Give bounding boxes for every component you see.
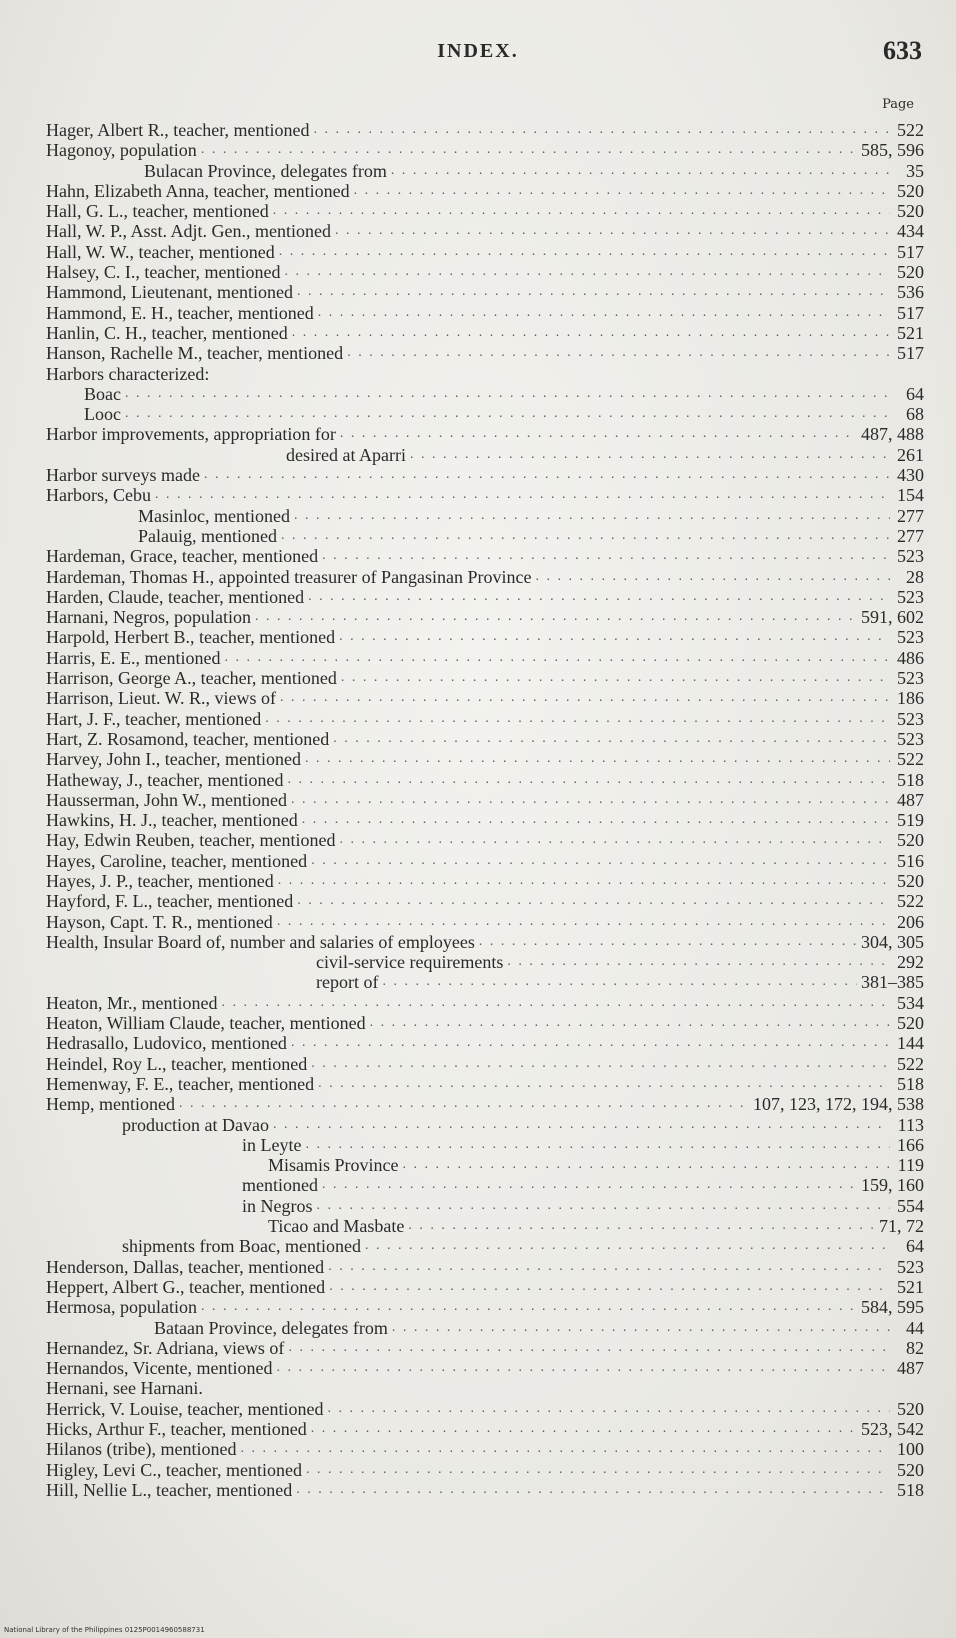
- index-entry: [46, 485, 924, 505]
- leader-dots: [288, 1338, 890, 1358]
- entry-text: Harbors characterized:: [46, 363, 210, 384]
- entry-text: Hayford, F. L., teacher, mentioned: [46, 891, 294, 912]
- index-entry: [46, 932, 924, 952]
- entry-text: Harbor improvements, appropriation for: [46, 424, 336, 445]
- index-entry: [46, 1216, 924, 1236]
- index-entry: [46, 506, 924, 526]
- entry-text: Harnani, Negros, population: [46, 607, 251, 628]
- leader-dots: [296, 1480, 890, 1500]
- entry-text: report of: [316, 972, 379, 993]
- entry-page-ref: 277: [897, 505, 924, 526]
- index-entry: [46, 952, 924, 972]
- entry-page-ref: 159, 160: [861, 1175, 924, 1196]
- index-entry: [46, 1196, 924, 1216]
- entry-text: Harrison, Lieut. W. R., views of: [46, 688, 276, 709]
- leader-dots: [403, 1155, 891, 1175]
- entry-page-ref: 82: [906, 1337, 924, 1358]
- entry-text: Hatheway, J., teacher, mentioned: [46, 769, 284, 790]
- entry-text: Hager, Albert R., teacher, mentioned: [46, 120, 310, 140]
- entry-page-ref: 381–385: [861, 972, 924, 993]
- entry-text: Hart, J. F., teacher, mentioned: [46, 708, 262, 729]
- leader-dots: [294, 506, 890, 526]
- index-entry: [46, 1094, 924, 1114]
- leader-dots: [297, 282, 890, 302]
- entry-text: Hedrasallo, Ludovico, mentioned: [46, 1033, 287, 1054]
- entry-text: mentioned: [242, 1175, 318, 1196]
- leader-dots: [125, 384, 890, 404]
- entry-text: Hanlin, C. H., teacher, mentioned: [46, 322, 288, 343]
- entry-page-ref: 518: [897, 1073, 924, 1094]
- leader-dots: [273, 201, 890, 221]
- index-entry: [46, 1074, 924, 1094]
- page-number: 633: [883, 36, 922, 65]
- entry-page-ref: 487: [897, 789, 924, 810]
- index-entry: [46, 912, 924, 932]
- leader-dots: [311, 851, 890, 871]
- leader-dots: [391, 161, 890, 181]
- entry-text: Bulacan Province, delegates from: [144, 160, 387, 181]
- index-entry: [46, 810, 924, 830]
- entry-text: Hall, W. P., Asst. Adjt. Gen., mentioned: [46, 221, 332, 242]
- entry-page-ref: 520: [897, 1398, 924, 1419]
- index-entry: [46, 282, 924, 302]
- entry-text: Heaton, William Claude, teacher, mentioned: [46, 1013, 366, 1034]
- index-entry: [46, 1054, 924, 1074]
- entry-text: Harvey, John I., teacher, mentioned: [46, 749, 302, 770]
- leader-dots: [292, 323, 890, 343]
- leader-dots: [297, 891, 890, 911]
- index-entry: [46, 790, 924, 810]
- leader-dots: [201, 140, 857, 160]
- entry-page-ref: 520: [897, 870, 924, 891]
- index-entry: [46, 729, 924, 749]
- leader-dots: [313, 120, 890, 140]
- entry-page-ref: 517: [897, 241, 924, 262]
- leader-dots: [306, 1460, 890, 1480]
- leader-dots: [322, 1175, 857, 1195]
- leader-dots: [382, 972, 857, 992]
- entry-page-ref: 517: [897, 343, 924, 364]
- index-entry: [46, 1358, 924, 1378]
- entry-text: Hart, Z. Rosamond, teacher, mentioned: [46, 728, 330, 749]
- leader-dots: [125, 404, 890, 424]
- index-entry: [46, 709, 924, 729]
- entry-text: Hawkins, H. J., teacher, mentioned: [46, 810, 298, 831]
- index-entry: [46, 364, 924, 384]
- entry-page-ref: 144: [897, 1033, 924, 1054]
- entry-page-ref: 585, 596: [861, 140, 924, 161]
- index-entry: [46, 1135, 924, 1155]
- index-entry: [46, 303, 924, 323]
- leader-dots: [370, 1013, 890, 1033]
- leader-dots: [288, 770, 890, 790]
- entry-text: Hanson, Rachelle M., teacher, mentioned: [46, 343, 344, 364]
- leader-dots: [333, 729, 890, 749]
- entry-text: Hill, Nellie L., teacher, mentioned: [46, 1479, 293, 1500]
- index-entry: [46, 648, 924, 668]
- leader-dots: [410, 445, 890, 465]
- index-entry: [46, 770, 924, 790]
- index-entry: [46, 465, 924, 485]
- leader-dots: [392, 1318, 890, 1338]
- index-entry: [46, 1115, 924, 1135]
- entry-page-ref: 523: [897, 627, 924, 648]
- entry-page-ref: 113: [897, 1114, 924, 1135]
- index-entry: [46, 445, 924, 465]
- leader-dots: [280, 688, 890, 708]
- entry-page-ref: 486: [897, 647, 924, 668]
- leader-dots: [322, 546, 890, 566]
- index-entry: [46, 201, 924, 221]
- index-entry: [46, 1257, 924, 1277]
- index-entry: [46, 1480, 924, 1500]
- entry-page-ref: 521: [897, 322, 924, 343]
- entry-text: Ticao and Masbate: [268, 1216, 405, 1237]
- entry-page-ref: 536: [897, 282, 924, 303]
- index-entry: [46, 1236, 924, 1256]
- index-entry: [46, 627, 924, 647]
- leader-dots: [278, 871, 890, 891]
- entry-page-ref: 518: [897, 769, 924, 790]
- entry-page-ref: 100: [897, 1439, 924, 1460]
- entry-page-ref: 520: [897, 1013, 924, 1034]
- leader-dots: [341, 668, 890, 688]
- entry-text: Misamis Province: [268, 1155, 399, 1176]
- entry-page-ref: 71, 72: [879, 1216, 924, 1237]
- entry-text: Heindel, Roy L., teacher, mentioned: [46, 1053, 308, 1074]
- leader-dots: [507, 952, 890, 972]
- entry-text: Hahn, Elizabeth Anna, teacher, mentioned: [46, 180, 350, 201]
- entry-page-ref: 523: [897, 728, 924, 749]
- index-entry: [46, 688, 924, 708]
- entry-page-ref: 523: [897, 546, 924, 567]
- entry-page-ref: 434: [897, 221, 924, 242]
- index-entry: [46, 1277, 924, 1297]
- entry-page-ref: 523: [897, 1256, 924, 1277]
- entry-text: Heaton, Mr., mentioned: [46, 992, 218, 1013]
- index-entry: [46, 404, 924, 424]
- leader-dots: [308, 587, 890, 607]
- index-entry: [46, 526, 924, 546]
- index-entry: [46, 140, 924, 160]
- entry-page-ref: 186: [897, 688, 924, 709]
- entry-page-ref: 520: [897, 1459, 924, 1480]
- leader-dots: [339, 627, 890, 647]
- entry-text: Hemenway, F. E., teacher, mentioned: [46, 1073, 315, 1094]
- entry-text: Hall, G. L., teacher, mentioned: [46, 201, 269, 222]
- leader-dots: [347, 343, 890, 363]
- index-entry: [46, 323, 924, 343]
- entry-text: Hernandos, Vicente, mentioned: [46, 1358, 273, 1379]
- entry-page-ref: 523: [897, 586, 924, 607]
- entry-text: Hayes, Caroline, teacher, mentioned: [46, 850, 308, 871]
- leader-dots: [179, 1094, 749, 1114]
- entry-text: civil-service requirements: [316, 952, 504, 973]
- leader-dots: [479, 932, 857, 952]
- leader-dots: [536, 567, 890, 587]
- entry-page-ref: 584, 595: [861, 1297, 924, 1318]
- leader-dots: [240, 1439, 890, 1459]
- entry-text: Hayes, J. P., teacher, mentioned: [46, 870, 274, 891]
- entry-text: Hausserman, John W., mentioned: [46, 789, 287, 810]
- entry-page-ref: 554: [897, 1195, 924, 1216]
- entry-text: in Negros: [242, 1195, 313, 1216]
- leader-dots: [328, 1399, 890, 1419]
- entry-text: Halsey, C. I., teacher, mentioned: [46, 262, 281, 283]
- index-entry: [46, 1155, 924, 1175]
- entry-page-ref: 591, 602: [861, 607, 924, 628]
- entry-text: Hagonoy, population: [46, 140, 197, 161]
- entry-text: Harbor surveys made: [46, 465, 200, 486]
- entry-text: Hernani, see Harnani.: [46, 1378, 203, 1399]
- entry-page-ref: 519: [897, 810, 924, 831]
- index-entry: [46, 871, 924, 891]
- entry-text: Hilanos (tribe), mentioned: [46, 1439, 237, 1460]
- leader-dots: [291, 1033, 890, 1053]
- leader-dots: [305, 1135, 890, 1155]
- entry-page-ref: 154: [897, 485, 924, 506]
- entry-text: Higley, Levi C., teacher, mentioned: [46, 1459, 303, 1480]
- index-entry: [46, 587, 924, 607]
- entry-text: Hammond, E. H., teacher, mentioned: [46, 302, 314, 323]
- index-entry: [46, 607, 924, 627]
- index-entry: [46, 1175, 924, 1195]
- entry-page-ref: 28: [906, 566, 924, 587]
- entry-page-ref: 520: [897, 180, 924, 201]
- entry-page-ref: 261: [897, 444, 924, 465]
- entry-page-ref: 520: [897, 830, 924, 851]
- index-entries: [46, 120, 924, 1500]
- index-entry: [46, 830, 924, 850]
- leader-dots: [281, 526, 890, 546]
- entry-page-ref: 522: [897, 1053, 924, 1074]
- entry-page-ref: 166: [897, 1134, 924, 1155]
- entry-page-ref: 206: [897, 911, 924, 932]
- leader-dots: [224, 648, 890, 668]
- entry-page-ref: 64: [906, 383, 924, 404]
- entry-page-ref: 522: [897, 120, 924, 140]
- entry-text: Harpold, Herbert B., teacher, mentioned: [46, 627, 336, 648]
- index-entry: [46, 161, 924, 181]
- index-entry: [46, 1013, 924, 1033]
- index-entry: [46, 1439, 924, 1459]
- entry-page-ref: 44: [906, 1317, 924, 1338]
- index-entry: [46, 120, 924, 140]
- footer-credit: National Library of the Philippines 0125P0014960588731: [4, 1626, 205, 1634]
- entry-page-ref: 520: [897, 201, 924, 222]
- index-entry: [46, 1378, 924, 1398]
- entry-text: Hardeman, Grace, teacher, mentioned: [46, 546, 319, 567]
- leader-dots: [340, 424, 857, 444]
- entry-page-ref: 517: [897, 302, 924, 323]
- index-entry: [46, 221, 924, 241]
- entry-text: Hammond, Lieutenant, mentioned: [46, 282, 293, 303]
- index-entry: [46, 262, 924, 282]
- index-entry: [46, 891, 924, 911]
- index-entry: [46, 993, 924, 1013]
- entry-text: shipments from Boac, mentioned: [122, 1236, 361, 1257]
- leader-dots: [354, 181, 890, 201]
- entry-page-ref: 487: [897, 1358, 924, 1379]
- entry-page-ref: 520: [897, 262, 924, 283]
- leader-dots: [318, 303, 890, 323]
- entry-text: Harden, Claude, teacher, mentioned: [46, 586, 305, 607]
- index-entry: [46, 181, 924, 201]
- leader-dots: [328, 1257, 890, 1277]
- entry-text: Henderson, Dallas, teacher, mentioned: [46, 1256, 325, 1277]
- leader-dots: [265, 709, 890, 729]
- index-entry: [46, 1033, 924, 1053]
- entry-text: Hemp, mentioned: [46, 1094, 175, 1115]
- leader-dots: [255, 607, 857, 627]
- index-entry: [46, 1399, 924, 1419]
- leader-dots: [302, 810, 890, 830]
- index-entry: [46, 242, 924, 262]
- leader-dots: [285, 262, 890, 282]
- entry-page-ref: 534: [897, 992, 924, 1013]
- entry-page-ref: 35: [906, 160, 924, 181]
- entry-text: Hernandez, Sr. Adriana, views of: [46, 1337, 285, 1358]
- page-column-label: Page: [882, 97, 914, 112]
- entry-page-ref: 430: [897, 465, 924, 486]
- index-entry: [46, 1338, 924, 1358]
- index-entry: [46, 343, 924, 363]
- entry-text: Boac: [84, 383, 121, 404]
- entry-page-ref: 523, 542: [861, 1419, 924, 1439]
- leader-dots: [329, 1277, 890, 1297]
- leader-dots: [318, 1074, 890, 1094]
- entry-text: Harris, E. E., mentioned: [46, 647, 221, 668]
- entry-page-ref: 523: [897, 668, 924, 689]
- entry-page-ref: 68: [906, 404, 924, 425]
- entry-text: Harrison, George A., teacher, mentioned: [46, 668, 337, 689]
- leader-dots: [291, 790, 890, 810]
- entry-text: Harbors, Cebu: [46, 485, 151, 506]
- entry-text: Health, Insular Board of, number and salaries of employees: [46, 931, 475, 952]
- leader-dots: [408, 1216, 875, 1236]
- entry-page-ref: 487, 488: [861, 424, 924, 445]
- leader-dots: [155, 485, 890, 505]
- entry-page-ref: 523: [897, 708, 924, 729]
- entry-page-ref: 518: [897, 1479, 924, 1500]
- entry-text: Hayson, Capt. T. R., mentioned: [46, 911, 273, 932]
- index-entry: [46, 424, 924, 444]
- entry-text: Looc: [84, 404, 121, 425]
- entry-page-ref: 522: [897, 891, 924, 912]
- index-entry: [46, 1419, 924, 1439]
- index-entry: [46, 749, 924, 769]
- leader-dots: [204, 465, 890, 485]
- leader-dots: [340, 830, 890, 850]
- leader-dots: [335, 221, 890, 241]
- entry-text: in Leyte: [242, 1134, 302, 1155]
- entry-page-ref: 304, 305: [861, 931, 924, 952]
- leader-dots: [273, 1115, 890, 1135]
- entry-text: Hicks, Arthur F., teacher, mentioned: [46, 1419, 307, 1439]
- leader-dots: [365, 1236, 890, 1256]
- entry-text: Palauig, mentioned: [138, 525, 277, 546]
- entry-text: Hermosa, population: [46, 1297, 197, 1318]
- leader-dots: [279, 242, 890, 262]
- entry-text: Hall, W. W., teacher, mentioned: [46, 241, 275, 262]
- leader-dots: [317, 1196, 891, 1216]
- index-entry: [46, 1318, 924, 1338]
- leader-dots: [311, 1054, 890, 1074]
- entry-page-ref: 516: [897, 850, 924, 871]
- index-entry: [46, 567, 924, 587]
- leader-dots: [201, 1297, 857, 1317]
- entry-page-ref: 521: [897, 1276, 924, 1297]
- index-entry: [46, 546, 924, 566]
- entry-page-ref: 64: [906, 1236, 924, 1257]
- leader-dots: [277, 1358, 890, 1378]
- entry-text: Heppert, Albert G., teacher, mentioned: [46, 1276, 326, 1297]
- entry-page-ref: 107, 123, 172, 194, 538: [753, 1094, 924, 1115]
- entry-text: desired at Aparri: [286, 444, 406, 465]
- entry-page-ref: 119: [897, 1155, 924, 1176]
- entry-text: Herrick, V. Louise, teacher, mentioned: [46, 1398, 324, 1419]
- page-title: INDEX.: [437, 40, 519, 62]
- index-entry: [46, 851, 924, 871]
- entry-text: production at Davao: [122, 1114, 269, 1135]
- entry-text: Hardeman, Thomas H., appointed treasurer of Pangasinan Province: [46, 566, 532, 587]
- leader-dots: [305, 749, 890, 769]
- leader-dots: [277, 912, 890, 932]
- index-entry: [46, 1297, 924, 1317]
- entry-text: Bataan Province, delegates from: [154, 1317, 388, 1338]
- leader-dots: [221, 993, 890, 1013]
- index-entry: [46, 384, 924, 404]
- entry-page-ref: 522: [897, 749, 924, 770]
- entry-page-ref: 277: [897, 525, 924, 546]
- index-entry: [46, 1460, 924, 1480]
- index-entry: [46, 668, 924, 688]
- entry-text: Masinloc, mentioned: [138, 505, 290, 526]
- entry-text: Hay, Edwin Reuben, teacher, mentioned: [46, 830, 336, 851]
- leader-dots: [311, 1419, 857, 1439]
- entry-page-ref: 292: [897, 952, 924, 973]
- index-entry: [46, 972, 924, 992]
